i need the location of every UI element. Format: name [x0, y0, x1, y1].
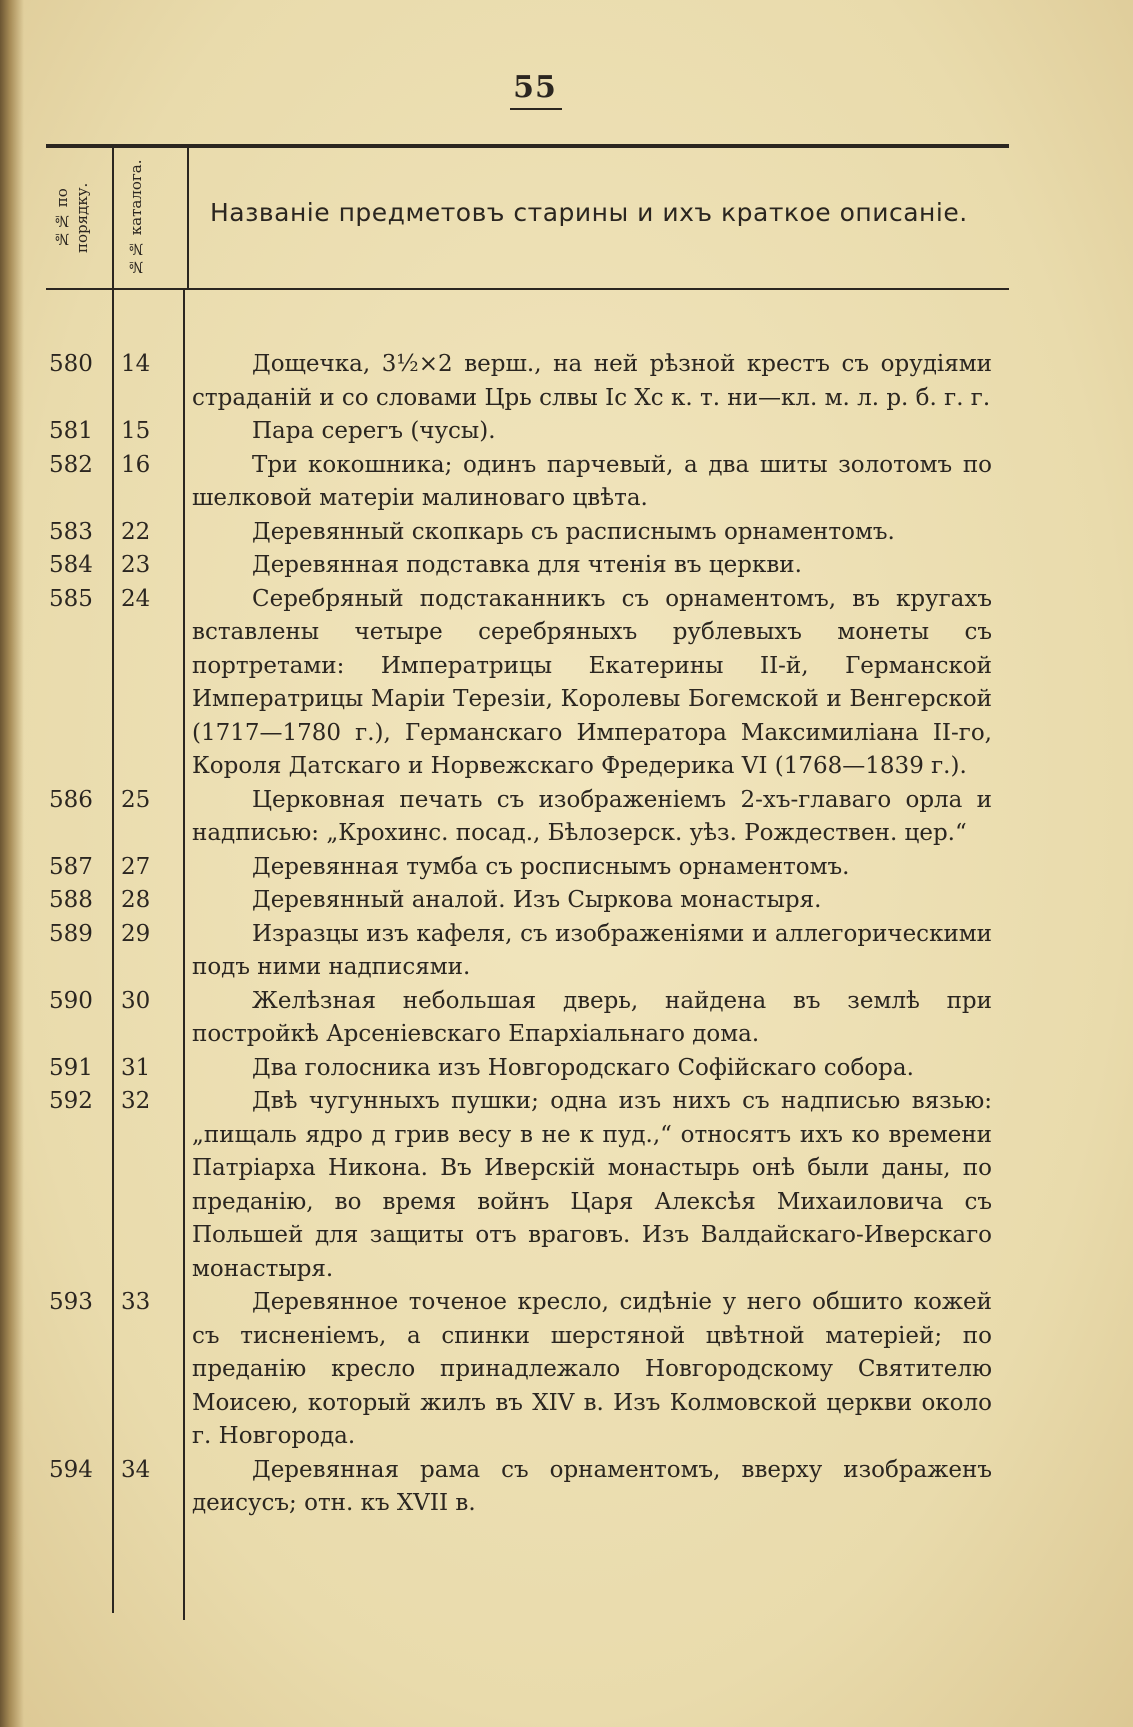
table-row: [0, 1052, 1133, 1086]
item-number: 582: [49, 451, 93, 478]
item-number: 586: [49, 786, 93, 813]
item-number: 587: [49, 853, 93, 880]
item-number: 585: [49, 585, 93, 612]
header-col-number: №№ по порядку.: [53, 182, 91, 254]
table-row: [0, 985, 1133, 1052]
catalog-number: 31: [121, 1054, 151, 1081]
item-description: Пара серегъ (чусы).: [252, 418, 496, 444]
item-description: Дощечка, 3½×2 верш., на ней рѣзной крестъ съ орудіями страданій и со словами Црь слвы Іс Хс к. т. ни—кл. м. л. р. б. г. г.: [192, 351, 992, 411]
page-number-underline: [510, 108, 562, 110]
item-number: 593: [49, 1289, 93, 1315]
table-row: [0, 415, 1133, 449]
item-description: Деревянный скопкарь съ расписнымъ орнаментомъ.: [252, 518, 895, 545]
header-col-title: Названіе предметовъ старины и ихъ краткое описаніе.: [210, 198, 968, 227]
table-row: [0, 1454, 1133, 1521]
catalog-number: 29: [121, 920, 151, 947]
table-row: [0, 851, 1133, 885]
table-row: [0, 516, 1133, 550]
table-row: [0, 784, 1133, 851]
catalog-number: 27: [121, 853, 151, 880]
item-description: Деревянная рама съ орнаментомъ, вверху изображенъ деисусъ; отн. къ XVII в.: [192, 1456, 992, 1516]
header-col-catalog: №№ каталога.: [127, 159, 145, 277]
item-description: Три кокошника; одинъ парчевый, а два шиты золотомъ по шелковой матеріи малиноваго цвѣта.: [192, 451, 992, 511]
catalog-number: 22: [121, 518, 151, 545]
catalog-number: 30: [121, 987, 151, 1014]
catalog-number: 33: [121, 1289, 151, 1315]
item-description: Деревянный аналой. Изъ Сыркова монастыря.: [252, 887, 822, 913]
catalog-table-body: [0, 348, 1133, 1521]
table-row: [0, 549, 1133, 583]
item-description: Деревянная тумба съ росписнымъ орнаментомъ.: [252, 853, 850, 880]
item-number: 591: [49, 1054, 93, 1081]
item-description: Серебряный подстаканникъ съ орнаментомъ, въ кругахъ вставлены четыре серебряныхъ рублевыхъ монеты съ портретами: Императрицы Екатерины II-й, Германской Императрицы Маріи Терезіи, Королевы Богемской и Венгерской (1717—1780 г.), Германскаго Императора Максимиліана II-го, Короля Датскаго и Норвежскаго Фредерика VI (1768—1839 г.).: [192, 585, 992, 779]
table-row: [0, 583, 1133, 784]
page-number: 55: [513, 70, 557, 105]
item-number: 594: [49, 1456, 93, 1483]
table-row: [0, 1286, 1133, 1454]
catalog-number: 15: [121, 418, 151, 444]
catalog-number: 14: [121, 351, 151, 377]
catalog-number: 34: [121, 1456, 151, 1483]
catalog-number: 24: [121, 585, 151, 612]
item-number: 580: [49, 351, 93, 377]
item-description: Деревянная подставка для чтенія въ церкви.: [252, 552, 802, 578]
table-row: [0, 348, 1133, 415]
column-divider-2: [187, 148, 189, 290]
item-description: Двѣ чугунныхъ пушки; одна изъ нихъ съ надписью вязью: „пищаль ядро д грив весу в не к пуд.,“ относятъ ихъ ко времени Патріарха Никона. Въ Иверскій монастырь онѣ были даны, по преданію, во время войнъ Царя Алексѣя Михаиловича съ Польшей для защиты отъ враговъ. Изъ Валдайскаго-Иверскаго монастыря.: [192, 1088, 992, 1282]
item-description: Церковная печать съ изображеніемъ 2-хъ-главаго орла и надписью: „Крохинс. посад., Бѣлозерск. уѣз. Рождествен. цер.“: [192, 786, 992, 846]
item-number: 581: [49, 418, 93, 444]
table-row: [0, 884, 1133, 918]
table-top-rule: [46, 144, 1009, 148]
table-header-rule: [46, 288, 1009, 290]
item-description: Два голосника изъ Новгородскаго Софійскаго собора.: [252, 1054, 914, 1081]
table-row: [0, 449, 1133, 516]
table-row: [0, 1085, 1133, 1286]
item-description: Деревянное точеное кресло, сидѣніе у него обшито кожей съ тисненіемъ, а спинки шерстяной цвѣтной матеріей; по преданію кресло принадлежало Новгородскому Святителю Моисею, который жилъ въ XIV в. Изъ Колмовской церкви около г. Новгорода.: [192, 1289, 992, 1449]
item-number: 584: [49, 552, 93, 578]
item-number: 583: [49, 518, 93, 545]
catalog-number: 28: [121, 887, 151, 913]
catalog-number: 16: [121, 451, 151, 478]
catalog-number: 25: [121, 786, 151, 813]
catalog-number: 32: [121, 1088, 151, 1114]
item-number: 588: [49, 887, 93, 913]
item-number: 590: [49, 987, 93, 1014]
table-row: [0, 918, 1133, 985]
item-description: Желѣзная небольшая дверь, найдена въ землѣ при постройкѣ Арсеніевскаго Епархіальнаго дома.: [192, 987, 992, 1047]
item-description: Изразцы изъ кафеля, съ изображеніями и аллегорическими подъ ними надписями.: [192, 920, 992, 980]
item-number: 592: [49, 1088, 93, 1114]
item-number: 589: [49, 920, 93, 947]
catalog-number: 23: [121, 552, 151, 578]
